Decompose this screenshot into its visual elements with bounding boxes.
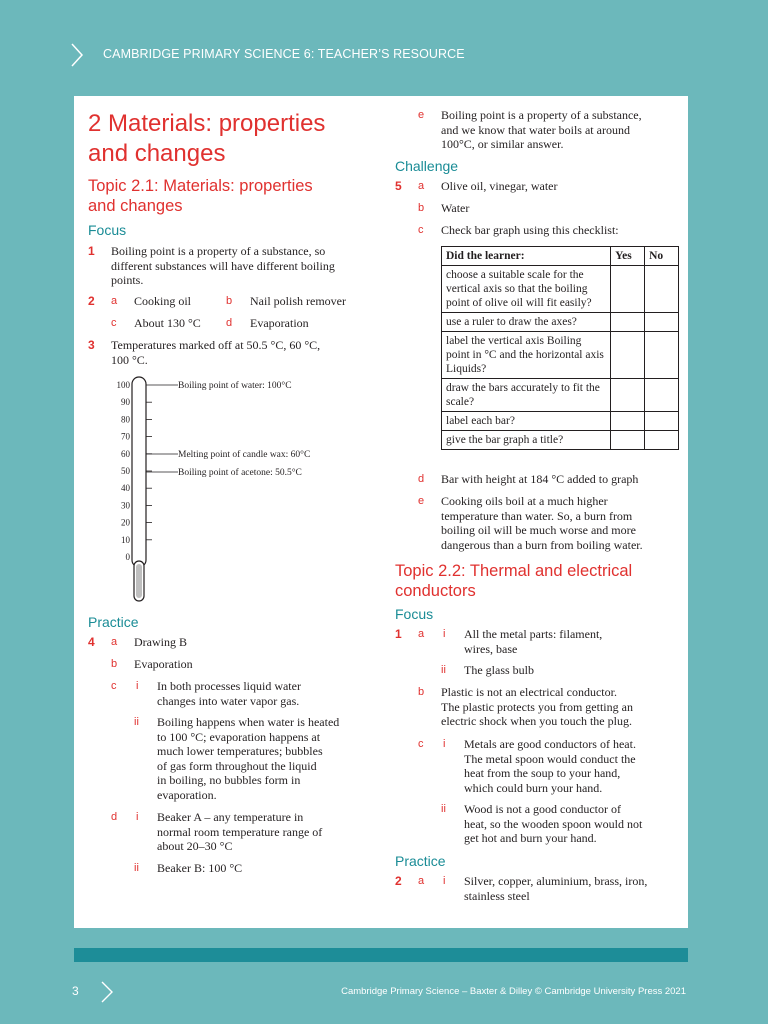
scale-label: 0 — [125, 552, 130, 562]
table-cell: label each bar? — [442, 412, 611, 431]
answer-text: Bar with height at 184 °C added to graph — [441, 472, 639, 486]
no-cell[interactable] — [645, 412, 679, 431]
scale-label: 50 — [121, 466, 130, 476]
answer-text: All the metal parts: filament, wires, base — [464, 627, 603, 656]
yes-cell[interactable] — [611, 431, 645, 450]
no-cell[interactable] — [645, 313, 679, 332]
part-numeral: ii — [134, 716, 139, 728]
page-number: 3 — [72, 984, 79, 998]
column-header: Yes — [611, 247, 645, 266]
label-water-boiling: Boiling point of water: 100°C — [178, 381, 292, 391]
label-wax-melting: Melting point of candle wax: 60°C — [178, 450, 311, 460]
answer-text: Wood is not a good conductor of heat, so the wooden spoon would not get hot and burn your hand. — [464, 802, 643, 845]
table-row — [442, 313, 679, 332]
footer-credit: Cambridge Primary Science – Baxter & Dilley © Cambridge University Press 2021 — [341, 986, 686, 997]
answer-text: Beaker B: 100 °C — [157, 861, 243, 875]
part-letter: c — [418, 738, 424, 750]
table-cell: draw the bars accurately to fit the scale? — [442, 379, 611, 412]
part-letter: b — [418, 686, 425, 698]
label-acetone-boiling: Boiling point of acetone: 50.5°C — [178, 468, 302, 478]
answer-text: Water — [441, 201, 470, 215]
content-page — [74, 96, 688, 928]
yes-cell[interactable] — [611, 412, 645, 431]
question-number: 3 — [88, 338, 95, 352]
part-numeral: i — [136, 680, 139, 692]
page-header — [0, 40, 768, 70]
question-number: 1 — [88, 244, 95, 258]
yes-cell[interactable] — [611, 332, 645, 379]
yes-cell[interactable] — [611, 313, 645, 332]
yes-cell[interactable] — [611, 379, 645, 412]
part-letter: c — [111, 317, 117, 329]
column-header: Did the learner: — [442, 247, 611, 266]
column-header: No — [645, 247, 679, 266]
scale-label: 90 — [121, 397, 130, 408]
answer-text: Beaker A – any temperature in normal room temperature range of about 20–30 °C — [157, 810, 323, 853]
part-letter: b — [418, 202, 425, 214]
answer-text: Temperatures marked off at 50.5 °C, 60 °C, 100 °C. — [111, 338, 321, 367]
answer-text: The glass bulb — [464, 663, 534, 677]
part-letter: c — [111, 680, 117, 692]
answer-text: Cooking oil — [134, 294, 192, 308]
scale-label: 70 — [121, 431, 130, 442]
part-letter: a — [111, 636, 118, 648]
checklist-table — [441, 246, 679, 450]
part-numeral: ii — [441, 803, 446, 815]
answer-text: Check bar graph using this checklist: — [441, 223, 619, 237]
answer-text: Drawing B — [134, 635, 187, 649]
focus-heading: Focus — [395, 606, 434, 622]
practice-heading: Practice — [395, 853, 446, 869]
table-row — [442, 332, 679, 379]
no-cell[interactable] — [645, 431, 679, 450]
scale-label: 40 — [121, 483, 130, 494]
topic-title-2-2: Topic 2.2: Thermal and electrical conductors — [395, 562, 633, 600]
table-row — [442, 431, 679, 450]
table-cell: choose a suitable scale for the vertical axis so that the boiling point of olive oil will fit easily? — [442, 266, 611, 313]
answer-text: Olive oil, vinegar, water — [441, 179, 558, 193]
answer-text: Boiling point is a property of a substance, and we know that water boils at around 100°C, or similar answer. — [441, 108, 642, 151]
answer-text: Evaporation — [134, 657, 193, 671]
yes-cell[interactable] — [611, 266, 645, 313]
question-number: 1 — [395, 627, 402, 641]
part-numeral: i — [136, 811, 139, 823]
scale-label: 100 — [116, 380, 130, 390]
no-cell[interactable] — [645, 332, 679, 379]
part-numeral: ii — [134, 862, 139, 874]
question-number: 5 — [395, 179, 402, 193]
part-letter: a — [418, 628, 425, 640]
table-row — [442, 412, 679, 431]
part-letter: d — [418, 473, 425, 485]
part-numeral: i — [443, 738, 446, 750]
no-cell[interactable] — [645, 379, 679, 412]
part-letter: d — [226, 317, 233, 329]
table-cell: label the vertical axis Boiling point in °C and the horizontal axis Liquids? — [442, 332, 611, 379]
part-letter: c — [418, 224, 424, 236]
part-letter: b — [111, 658, 118, 670]
thermometer-tube — [132, 377, 146, 567]
part-numeral: i — [443, 875, 446, 887]
part-letter: a — [111, 295, 118, 307]
part-letter: e — [418, 495, 425, 507]
answer-text: Metals are good conductors of heat. The metal spoon would conduct the heat from the soup to your hand, which could burn your hand. — [464, 737, 636, 795]
scale-label: 80 — [121, 414, 130, 425]
header-title: CAMBRIDGE PRIMARY SCIENCE 6: TEACHER’S RESOURCE — [103, 47, 465, 61]
table-row — [442, 266, 679, 313]
answer-text: Plastic is not an electrical conductor. The plastic protects you from getting an electric shock when you touch the plug. — [441, 685, 633, 728]
practice-heading: Practice — [88, 614, 139, 630]
scale-label: 30 — [121, 500, 130, 511]
part-letter: d — [111, 811, 118, 823]
answer-text: Cooking oils boil at a much higher temperature than water. So, a burn from boiling oil will be much worse and more dangerous than a burn from boiling water. — [441, 494, 643, 552]
table-row — [442, 379, 679, 412]
answer-text: Nail polish remover — [250, 294, 346, 308]
question-number: 4 — [88, 635, 95, 649]
chevron-right-icon — [70, 42, 84, 68]
question-number: 2 — [395, 874, 402, 888]
answer-text: Silver, copper, aluminium, brass, iron, stainless steel — [464, 874, 648, 903]
footer-bar — [74, 948, 688, 962]
part-letter: a — [418, 875, 425, 887]
thermometer-diagram — [74, 366, 374, 611]
answer-text: Boiling point is a property of a substance, so different substances will have different boiling points. — [111, 244, 335, 287]
challenge-heading: Challenge — [395, 158, 459, 174]
question-number: 2 — [88, 294, 95, 308]
answer-text: Boiling happens when water is heated to 100 °C; evaporation happens at much lower temperatures; bubbles of gas form throughout the liquid in boiling, no bubbles form in evaporation. — [157, 715, 340, 802]
scale-label: 60 — [121, 448, 130, 459]
part-letter: e — [418, 109, 425, 121]
chevron-right-icon — [100, 980, 114, 1004]
part-letter: b — [226, 295, 233, 307]
table-header-row — [442, 247, 679, 266]
answer-text: In both processes liquid water changes into water vapor gas. — [157, 679, 301, 708]
scale-label: 20 — [121, 517, 130, 528]
chapter-title: 2 Materials: properties and changes — [88, 110, 326, 167]
answer-text: About 130 °C — [134, 316, 201, 330]
table-cell: use a ruler to draw the axes? — [442, 313, 611, 332]
table-cell: give the bar graph a title? — [442, 431, 611, 450]
topic-title-2-1: Topic 2.1: Materials: properties and changes — [88, 177, 313, 215]
no-cell[interactable] — [645, 266, 679, 313]
answer-text: Evaporation — [250, 316, 309, 330]
focus-heading: Focus — [88, 222, 127, 238]
part-letter: a — [418, 180, 425, 192]
scale-label: 10 — [121, 534, 130, 545]
thermometer-liquid — [136, 564, 142, 598]
part-numeral: i — [443, 628, 446, 640]
part-numeral: ii — [441, 664, 446, 676]
